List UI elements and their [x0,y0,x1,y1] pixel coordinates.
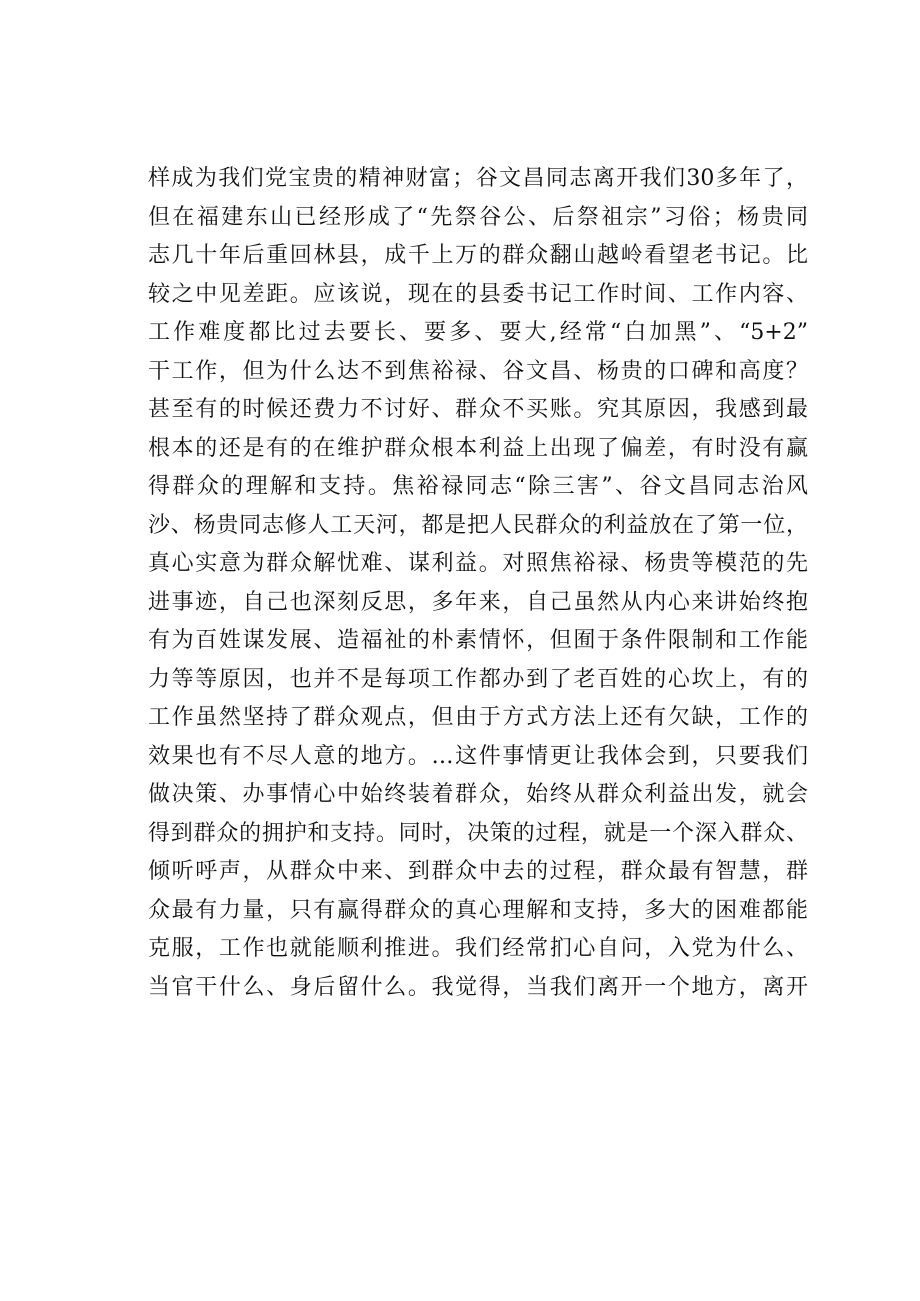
text-line: 根本的还是有的在维护群众根本利益上出现了偏差，有时没有赢 [148,435,808,461]
text-line: 样成为我们党宝贵的精神财富；谷文昌同志离开我们30多年了， [148,166,808,191]
text-line: 有为百姓谋发展、造福祉的朴素情怀，但囿于条件限制和工作能 [148,628,808,653]
text-line: 效果也有不尽人意的地方。…这件事情更让我体会到，只要我们 [148,743,808,769]
text-line: 进事迹，自己也深刻反思，多年来，自己虽然从内心来讲始终抱 [148,589,808,615]
text-line: 力等等原因，也并不是每项工作都办到了老百姓的心坎上，有的 [148,666,808,692]
text-line: 倾听呼声，从群众中来、到群众中去的过程，群众最有智慧，群 [148,859,808,884]
text-line: 当官干什么、身后留什么。我觉得，当我们离开一个地方，离开 [148,974,808,1000]
text-line: 克服，工作也就能顺利推进。我们经常扪心自问，入党为什么、 [148,936,808,961]
text-line: 真心实意为群众解忧难、谋利益。对照焦裕禄、杨贵等模范的先 [148,551,808,576]
text-line: 做决策、办事情心中始终装着群众，始终从群众利益出发，就会 [148,782,808,807]
text-line: 得群众的理解和支持。焦裕禄同志“除三害”、谷文昌同志治风 [148,474,808,499]
text-line: 但在福建东山已经形成了“先祭谷公、后祭祖宗”习俗；杨贵同 [148,204,808,230]
text-line: 工作虽然坚持了群众观点，但由于方式方法上还有欠缺，工作的 [148,705,808,730]
body-text [148,160,808,1007]
text-line: 众最有力量，只有赢得群众的真心理解和支持，多大的困难都能 [148,897,808,923]
text-line: 志几十年后重回林县，成千上万的群众翻山越岭看望老书记。比 [148,243,808,268]
text-line: 工作难度都比过去要长、要多、要大,经常“白加黑”、“5+2” [148,320,808,345]
text-line: 干工作，但为什么达不到焦裕禄、谷文昌、杨贵的口碑和高度？ [148,358,808,384]
text-line: 得到群众的拥护和支持。同时，决策的过程，就是一个深入群众、 [148,820,808,846]
text-line: 沙、杨贵同志修人工天河，都是把人民群众的利益放在了第一位， [148,512,808,538]
text-line: 较之中见差距。应该说，现在的县委书记工作时间、工作内容、 [148,281,808,307]
text-line: 甚至有的时候还费力不讨好、群众不买账。究其原因，我感到最 [148,397,808,422]
